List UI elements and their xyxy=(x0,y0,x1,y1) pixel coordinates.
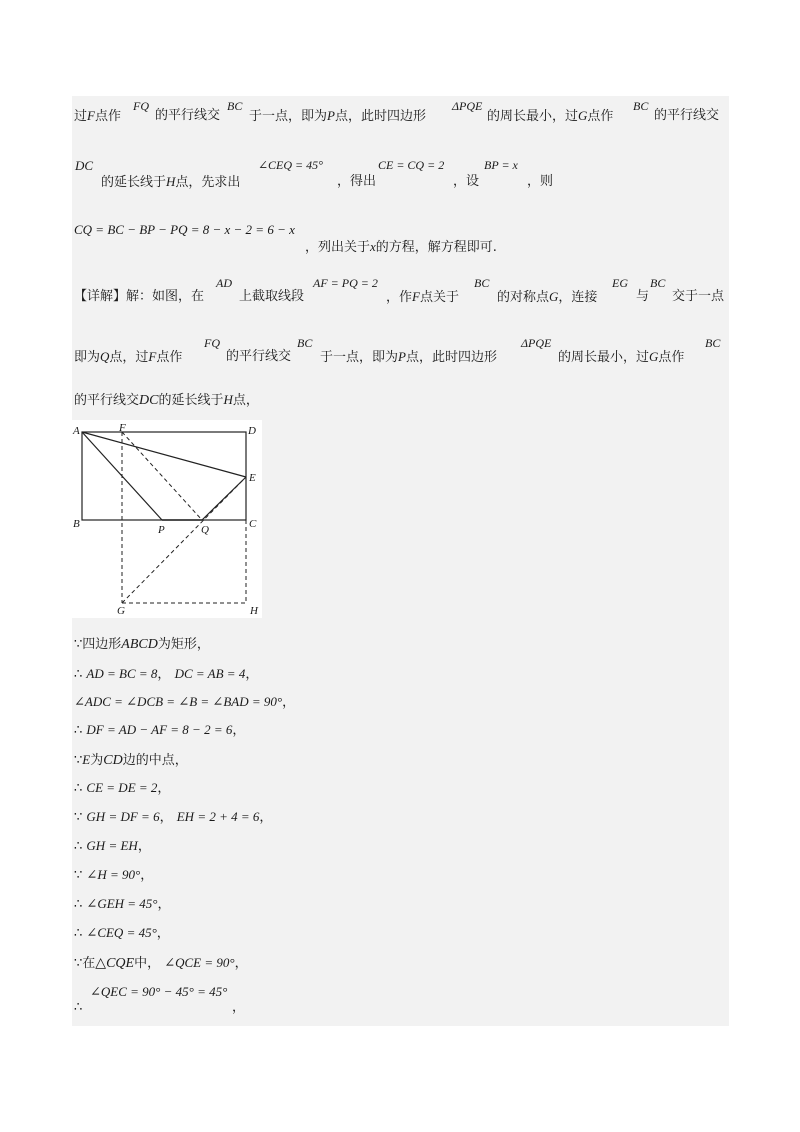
label-b: B xyxy=(73,518,80,530)
formula-triangle-pqe: ΔPQE xyxy=(521,336,552,350)
geometry-figure xyxy=(72,420,262,618)
label-d: D xyxy=(248,425,256,437)
formula-angle-ceq: ∠CEQ = 45° xyxy=(258,158,323,172)
segment-qe xyxy=(202,477,246,520)
formula-bp-x: BP = x xyxy=(484,158,518,172)
formula-bc: BC xyxy=(297,336,313,350)
formula-ad: AD xyxy=(216,276,232,290)
rectangle-diagram xyxy=(72,420,262,618)
formula-bc: BC xyxy=(474,276,490,290)
proof-line-7: ∵ GH = DF = 6， EH = 2 + 4 = 6， xyxy=(74,809,273,825)
label-c: C xyxy=(249,518,257,530)
proof-line-8: ∴ GH = EH， xyxy=(74,838,151,854)
detail-line-3: 的平行线交DC的延长线于H点， xyxy=(74,392,259,408)
proof-line-10: ∴ ∠GEH = 45°， xyxy=(74,896,171,912)
formula-cq: CQ = BC − BP − PQ = 8 − x − 2 = 6 − x xyxy=(74,222,295,237)
formula-bc: BC xyxy=(650,276,666,290)
proof-line-1: ∵四边形ABCD为矩形， xyxy=(74,637,210,652)
proof-line-5: ∵E为CD边的中点， xyxy=(74,752,188,768)
rectangle-abcd xyxy=(82,432,246,520)
proof-line-2: ∴ AD = BC = 8， DC = AB = 4， xyxy=(74,666,259,682)
label-h: H xyxy=(250,605,258,617)
proof-line-6: ∴ CE = DE = 2， xyxy=(74,780,171,796)
formula-dc: DC xyxy=(75,158,94,173)
formula-eg: EG xyxy=(612,276,628,290)
segment-ae xyxy=(82,432,246,477)
label-f: F xyxy=(119,422,126,434)
label-g: G xyxy=(117,605,125,617)
formula-bc: BC xyxy=(705,336,721,350)
proof-line-11: ∴ ∠CEQ = 45°， xyxy=(74,925,170,941)
label-a: A xyxy=(73,425,80,437)
formula-ce-cq: CE = CQ = 2 xyxy=(378,158,445,172)
formula-bc: BC xyxy=(633,99,649,113)
formula-angle-qec: ∠QEC = 90° − 45° = 45° xyxy=(90,984,228,999)
formula-fq: FQ xyxy=(133,99,149,113)
proof-line-12: ∵在△CQE中， ∠QCE = 90°， xyxy=(74,955,248,971)
formula-af-pq: AF = PQ = 2 xyxy=(313,276,378,290)
formula-bc: BC xyxy=(227,99,243,113)
segment-fq xyxy=(122,432,202,520)
label-p: P xyxy=(158,524,165,536)
proof-line-4: ∴ DF = AD − AF = 8 − 2 = 6， xyxy=(74,722,246,738)
label-e: E xyxy=(249,472,256,484)
formula-fq: FQ xyxy=(204,336,220,350)
proof-line-3: ∠ADC = ∠DCB = ∠B = ∠BAD = 90°， xyxy=(74,694,296,710)
label-q: Q xyxy=(201,524,209,536)
formula-triangle-pqe: ΔPQE xyxy=(452,99,483,113)
proof-line-9: ∵ ∠H = 90°， xyxy=(74,867,154,883)
